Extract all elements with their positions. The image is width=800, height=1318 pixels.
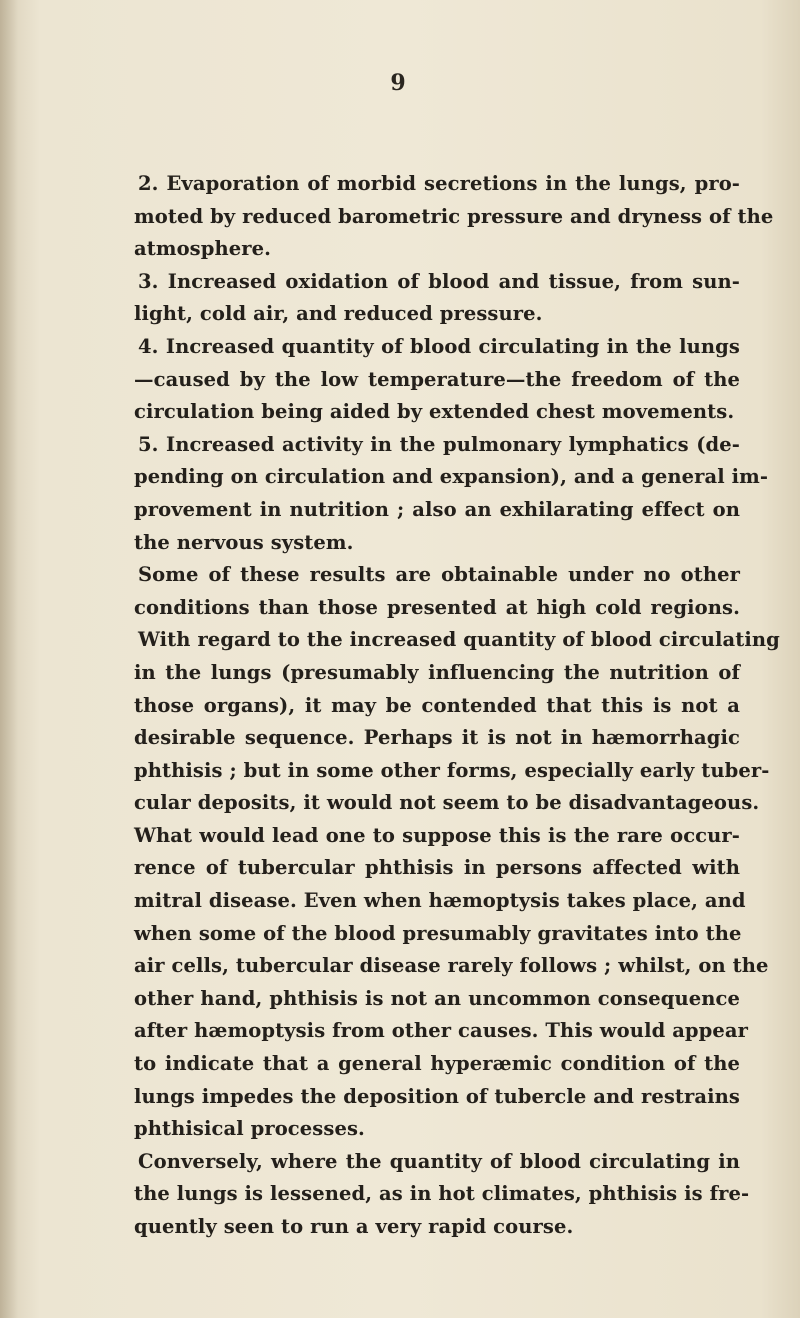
text-line: With regard to the increased quantity of blood circulating xyxy=(138,628,780,652)
text-line: Conversely, where the quantity of blood circulating in xyxy=(138,1149,740,1173)
text-line: provement in nutrition ; also an exhilarating effect on xyxy=(134,497,740,521)
text-line: circulation being aided by extended chest movements. xyxy=(134,400,735,424)
text-line: air cells, tubercular disease rarely follows ; whilst, on the xyxy=(134,954,769,978)
text-line: Some of these results are obtainable under no other xyxy=(138,563,740,587)
text-line: phthisis ; but in some other forms, especially early tuber- xyxy=(134,758,770,782)
text-line: What would lead one to suppose this is the rare occur- xyxy=(134,823,740,847)
text-line: light, cold air, and reduced pressure. xyxy=(134,302,543,326)
text-line: in the lungs (presumably influencing the nutrition of xyxy=(134,660,740,684)
text-line: 2. Evaporation of morbid secretions in the lungs, pro- xyxy=(138,172,740,195)
text-line: pending on circulation and expansion), and a general im- xyxy=(134,465,769,489)
text-line: lungs impedes the deposition of tubercle and restrains xyxy=(134,1084,740,1108)
text-line: 4. Increased quantity of blood circulating in the lungs xyxy=(138,334,740,358)
text-line: after hæmoptysis from other causes. This would appear xyxy=(134,1019,749,1043)
text-line: other hand, phthisis is not an uncommon consequence xyxy=(134,986,740,1010)
text-line: moted by reduced barometric pressure and dryness of the xyxy=(134,204,774,228)
text-line: when some of the blood presumably gravitates into the xyxy=(134,921,742,945)
binding-shadow xyxy=(0,0,18,1318)
text-line: mitral disease. Even when hæmoptysis takes place, and xyxy=(134,889,746,913)
text-line: those organs), it may be contended that this is not a xyxy=(134,693,740,717)
text-line: rence of tubercular phthisis in persons affected with xyxy=(134,856,740,880)
text-line: quently seen to run a very rapid course. xyxy=(134,1215,574,1238)
text-line: to indicate that a general hyperæmic condition of the xyxy=(134,1052,740,1076)
text-line: conditions than those presented at high cold regions. xyxy=(134,595,740,619)
text-line: 5. Increased activity in the pulmonary lymphatics (de- xyxy=(138,432,740,456)
text-line: desirable sequence. Perhaps it is not in hæmorrhagic xyxy=(134,726,740,750)
text-line: phthisical processes. xyxy=(134,1117,365,1141)
text-line: the nervous system. xyxy=(134,530,354,554)
text-line: —caused by the low temperature—the freedom of the xyxy=(134,367,740,391)
page-number: 9 xyxy=(390,70,406,96)
text-line: atmosphere. xyxy=(134,237,272,261)
text-line: 3. Increased oxidation of blood and tissue, from sun- xyxy=(138,269,740,293)
body-text xyxy=(134,168,780,1244)
text-line: the lungs is lessened, as in hot climates, phthisis is fre- xyxy=(134,1182,750,1206)
text-line: cular deposits, it would not seem to be disadvantageous. xyxy=(134,791,760,815)
